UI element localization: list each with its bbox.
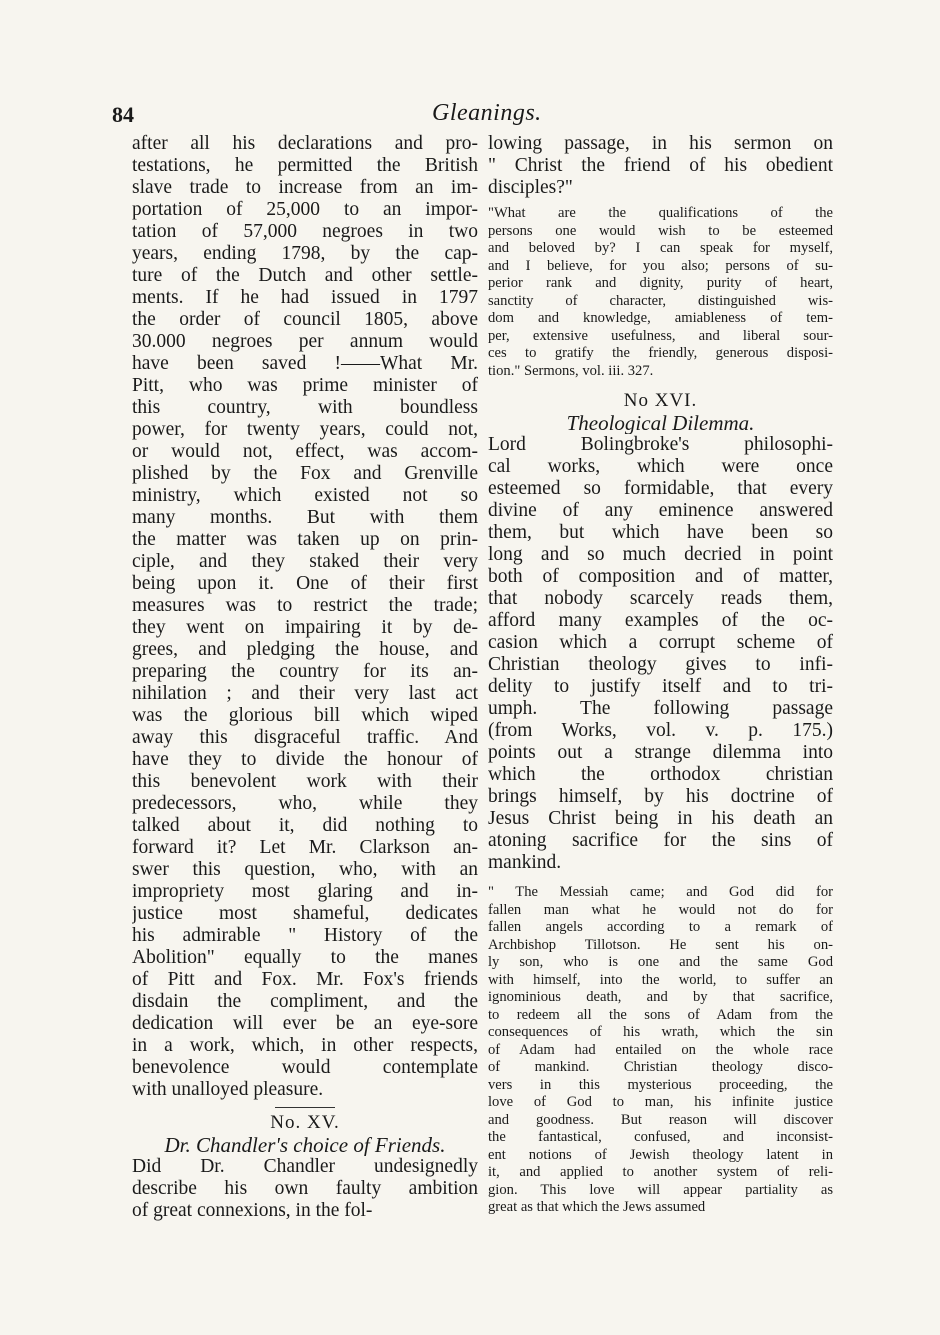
text-line: portation of 25,000 to an impor- [132,199,478,220]
text-line: 30.000 negroes per annum would [132,331,478,352]
text-line: them, but which have been so [488,522,833,543]
section-number-xv: No. XV. [270,1112,340,1133]
text-line: "What are the qualifications of the [488,205,833,221]
quote-chandler [488,205,833,380]
text-line: of Adam had entailed on the whole race [488,1041,833,1058]
text-line: gion. This love will appear partiality as [488,1181,833,1198]
text-line: " Christ the friend of his obedient [488,155,833,176]
text-line: fallen angels according to a remark of [488,919,833,935]
text-line: the order of council 1805, above [132,309,478,330]
text-line: Jesus Christ being in his death an [488,808,833,829]
text-line: disdain the compliment, and the [132,991,478,1012]
text-line: Abolition" equally to the manes [132,947,478,968]
text-line: ignominious death, and by that sacrifice, [488,989,833,1005]
text-line: points out a strange dilemma into [488,742,833,763]
text-line: persons one would wish to be esteemed [488,222,833,239]
text-line: and goodness. But reason will discover [488,1111,833,1128]
page-header [112,96,832,130]
text-line: or would not, effect, was accom- [132,441,478,462]
text-line: swer this question, who, with an [132,859,478,880]
text-line: and I believe, for you also; persons of su- [488,257,833,274]
text-line: delity to justify itself and to tri- [488,676,833,697]
text-line: love of God to man, his infinite justice [488,1094,833,1110]
text-line: many months. But with them [132,507,478,528]
text-line: after all his declarations and pro- [132,133,478,154]
text-line: dom and knowledge, amiableness of tem- [488,310,833,326]
text-line: lowing passage, in his sermon on [488,133,833,154]
text-line: the matter was taken up on prin- [132,529,478,550]
text-line: sanctity of character, distinguished wis- [488,292,833,309]
text-line: ces to gratify the friendly, generous disposi- [488,345,833,361]
text-line: have they to divide the honour of [132,749,478,770]
text-line: " The Messiah came; and God did for [488,884,833,900]
text-line: of Pitt and Fox. Mr. Fox's friends [132,969,478,990]
text-line: disciples?" [488,177,573,198]
text-line: which the orthodox christian [488,764,833,785]
text-line: of mankind. Christian theology disco- [488,1059,833,1075]
text-line: fallen man what he would not do for [488,901,833,918]
text-line: Lord Bolingbroke's philosophi- [488,434,833,455]
text-line: ministry, which existed not so [132,485,478,506]
text-line: with himself, into the world, to suffer an [488,971,833,988]
text-line: ciple, and they staked their very [132,551,478,572]
text-line: great as that which the Jews assumed [488,1199,706,1215]
text-line: this country, with boundless [132,397,478,418]
text-line: describe his own faulty ambition [132,1178,478,1199]
text-line: measures was to restrict the trade; [132,595,478,616]
running-title: Gleanings. [432,100,542,126]
text-line: with unalloyed pleasure. [132,1079,324,1100]
text-line: brings himself, by his doctrine of [488,786,833,807]
text-line: this benevolent work with their [132,771,478,792]
text-line: benevolence would contemplate [132,1057,478,1078]
text-line: casion which a corrupt scheme of [488,632,833,653]
text-line: long and so much decried in point [488,544,833,565]
text-line: mankind. [488,852,562,873]
text-line: being upon it. One of their first [132,573,478,594]
text-line: have been saved !——What Mr. [132,353,478,374]
text-line: testations, he permitted the British [132,155,478,176]
text-line: to redeem all the sons of Adam from the [488,1006,833,1023]
right-section-body [488,434,833,874]
text-line: ly son, who is one and the same God [488,954,833,970]
text-line: nihilation ; and their very last act [132,683,478,704]
text-line: in a work, which, in other respects, [132,1035,478,1056]
page-number: 84 [112,102,134,127]
text-line: perior rank and dignity, purity of heart, [488,275,833,291]
section-title-xvi: Theological Dilemma. [566,412,755,434]
left-body [132,133,478,1101]
text-line: atoning sacrifice for the sins of [488,830,833,851]
left-column [132,133,478,1222]
text-line: cal works, which were once [488,456,833,477]
text-line: Archbishop Tillotson. He sent his on- [488,936,833,953]
text-line: years, ending 1798, by the cap- [132,243,478,264]
text-line: both of composition and of matter, [488,566,833,587]
text-line: preparing the country for its an- [132,661,478,682]
section-divider [275,1107,335,1108]
text-line: consequences of his wrath, which the sin [488,1024,833,1040]
text-line: dedication will ever be an eye-sore [132,1013,478,1034]
text-line: his admirable " History of the [132,925,478,946]
text-line: esteemed so formidable, that every [488,478,833,499]
right-body [488,133,833,199]
text-line: predecessors, who, while they [132,793,478,814]
text-line: grees, and pledging the house, and [132,639,478,660]
text-line: afford many examples of the oc- [488,610,833,631]
text-line: they went on impairing it by de- [132,617,478,638]
text-line: talked about it, did nothing to [132,815,478,836]
text-line: divine of any eminence answered [488,500,833,521]
text-line: the fantastical, confused, and inconsist- [488,1129,833,1145]
text-line: was the glorious bill which wiped [132,705,478,726]
text-line: power, for twenty years, could not, [132,419,478,440]
text-line: of great connexions, in the fol- [132,1200,373,1221]
text-line: that nobody scarcely reads them, [488,588,833,609]
text-line: Did Dr. Chandler undesignedly [132,1156,478,1177]
text-line: umph. The following passage [488,698,833,719]
text-line: plished by the Fox and Grenville [132,463,478,484]
text-line: slave trade to increase from an im- [132,177,478,198]
text-line: per, extensive usefulness, and liberal sour- [488,327,833,344]
text-line: (from Works, vol. v. p. 175.) [488,720,833,741]
right-column [488,133,833,1217]
text-line: it, and applied to another system of reli- [488,1164,833,1180]
quote-bolingbroke [488,884,833,1217]
text-line: tion." Sermons, vol. iii. 327. [488,362,654,379]
text-line: ture of the Dutch and other settle- [132,265,478,286]
left-section-body [132,1156,478,1222]
section-title-xv: Dr. Chandler's choice of Friends. [164,1134,446,1156]
text-line: forward it? Let Mr. Clarkson an- [132,837,478,858]
text-line: ments. If he had issued in 1797 [132,287,478,308]
text-line: Pitt, who was prime minister of [132,375,478,396]
text-line: away this disgraceful traffic. And [132,727,478,748]
text-line: tation of 57,000 negroes in two [132,221,478,242]
text-line: ent notions of Jewish theology latent in [488,1146,833,1163]
section-number-xvi: No XVI. [623,390,698,411]
text-line: Christian theology gives to infi- [488,654,833,675]
text-line: justice most shameful, dedicates [132,903,478,924]
text-line: vers in this mysterious proceeding, the [488,1076,833,1093]
text-line: and beloved by? I can speak for myself, [488,240,833,256]
text-line: impropriety most glaring and in- [132,881,478,902]
